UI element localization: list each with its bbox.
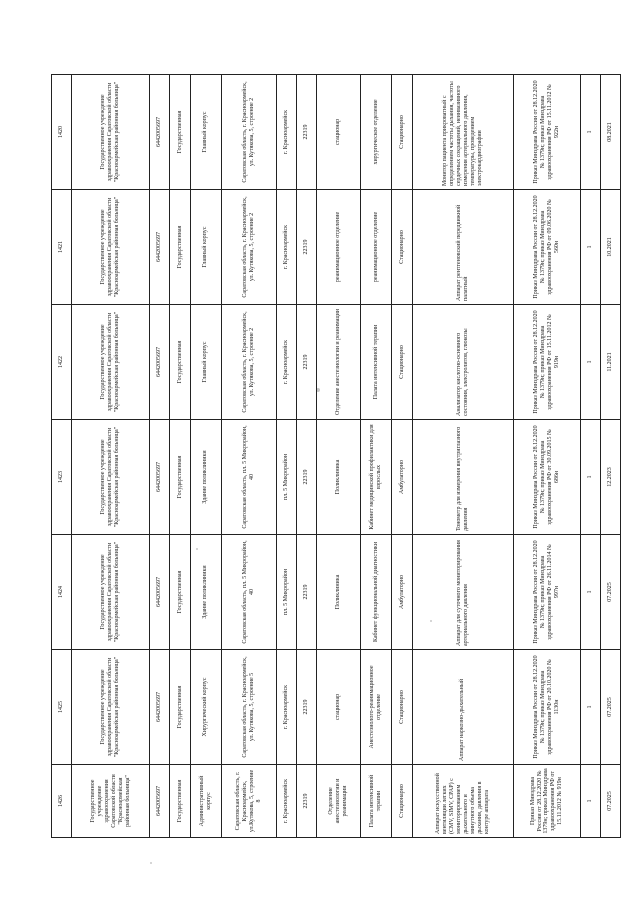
- code-cell: 22319: [297, 650, 317, 765]
- code-cell: 22319: [297, 535, 317, 650]
- order-cell: Приказ Минздрава России от 28.12.2020 № 1379н; приказ Минздрава здравоохранения РФ от 30.09.2015 № 686н: [514, 420, 581, 535]
- room-cell: Палата интенсивной терапии: [360, 305, 392, 420]
- building-cell: Административный корпус: [190, 765, 222, 838]
- quantity-cell: 1: [580, 75, 600, 190]
- building-cell: Главный корпус: [190, 305, 222, 420]
- organization-cell: Государственное учреждение здравоохранения Саратовской области "Красноармейская районная больница": [72, 650, 150, 765]
- address-cell: Саратовская область, пл. 5 Микрорайон, 40: [222, 420, 277, 535]
- locality-cell: пл. 5 Микрорайон: [277, 535, 297, 650]
- care-mode-cell: Стационарно: [392, 75, 412, 190]
- scan-speck: [150, 862, 152, 864]
- organization-cell: Государственное учреждение здравоохранения Саратовской области "Красноармейская районная больница": [72, 420, 150, 535]
- table-row: [392, 75, 412, 838]
- care-mode-cell: Стационарно: [392, 190, 412, 305]
- department-cell: Поликлиника: [317, 420, 360, 535]
- locality-cell: г. Красноармейск: [277, 75, 297, 190]
- rotated-table-page: [51, 74, 621, 838]
- row-number-cell: 1422: [52, 305, 72, 420]
- equipment-cell: Аппарат наркозно-дыхательный: [412, 650, 514, 765]
- equipment-cell: Тонометр для измерения внутриглазного давления: [412, 420, 514, 535]
- order-cell: Приказ Минздрава России от 28.12.2020 № 1379н; приказ Минздрава здравоохранения РФ от 20.10.2020 № 1130н: [514, 650, 581, 765]
- ownership-cell: Государственная: [170, 190, 190, 305]
- address-cell: Саратовская область, г. Красноармейск, ул.Кутякова, 5, строение 8: [222, 765, 277, 838]
- row-number-cell: 1426: [52, 765, 72, 838]
- order-cell: Приказ Минздрава России от 28.12.2020 № 1379н; приказ Минздрава здравоохранения РФ от 15.11.2012 № 919н: [514, 305, 581, 420]
- quantity-cell: 1: [580, 765, 600, 838]
- quantity-cell: 1: [580, 190, 600, 305]
- equipment-table: [51, 74, 621, 838]
- row-number-cell: 1423: [52, 420, 72, 535]
- room-cell: хирургическое отделение: [360, 75, 392, 190]
- building-cell: Главный корпус: [190, 190, 222, 305]
- date-cell: 12.2023: [600, 420, 620, 535]
- equipment-cell: Анализатор кислотно-основного состояния, электролитов, глюкозы: [412, 305, 514, 420]
- order-cell: Приказ Минздрава России от 28.12.2020 № 1379н; приказ Минздрава здравоохранения РФ от 15.11.2012 № 919н: [514, 765, 581, 838]
- room-cell: Палата интенсивной терапии: [360, 765, 392, 838]
- care-mode-cell: Стационарно: [392, 305, 412, 420]
- building-cell: Хирургический корпус: [190, 650, 222, 765]
- order-cell: Приказ Минздрава России от 28.12.2020 № 1379н; приказ Минздрава здравоохранения РФ от 09.06.2020 № 560н: [514, 190, 581, 305]
- department-cell: Отделение анестезиологии и реанимации: [317, 305, 360, 420]
- inn-cell: 6442005697: [150, 75, 170, 190]
- inn-cell: 6442005697: [150, 190, 170, 305]
- table-row: [580, 75, 600, 838]
- quantity-cell: 1: [580, 305, 600, 420]
- building-cell: Здание поликлиники: [190, 420, 222, 535]
- table-row: [277, 75, 297, 838]
- date-cell: 08.2021: [600, 75, 620, 190]
- equipment-cell: Аппарат для суточного мониторирования артериального давления: [412, 535, 514, 650]
- order-cell: Приказ Минздрава России от 28.12.2020 № 1379н; приказ Минздрава здравоохранения РФ от 26.11.2014 № 997н: [514, 535, 581, 650]
- equipment-cell: Аппарат искусственной вентиляции легких (CMV, SIMV, CPAP) с мониторированием дыхательного и минутного объема дыхания, давления в контуре аппарата: [412, 765, 514, 838]
- order-cell: Приказ Минздрава России от 28.12.2020 № 1379н; приказ Минздрава здравоохранения РФ от 15.11.2012 № 922н: [514, 75, 581, 190]
- building-cell: Главный корпус: [190, 75, 222, 190]
- table-row: [600, 75, 620, 838]
- department-cell: стационар: [317, 650, 360, 765]
- room-cell: Кабинет функциональной диагностики: [360, 535, 392, 650]
- equipment-cell: Монитор пациента прикроватный с определением частоты дыхания, частоты сердечных сокращений, неинвазивного измерения артериального давления, температуры, проведением электрокардиографии: [412, 75, 514, 190]
- equipment-cell: Аппарат рентгеновский передвижной палатный: [412, 190, 514, 305]
- department-cell: Отделение анестезиологии и реанимации: [317, 765, 360, 838]
- organization-cell: Государственное учреждение здравоохранения Саратовской области "Красноармейская районная больница": [72, 190, 150, 305]
- locality-cell: пл. 5 Микрорайон: [277, 420, 297, 535]
- table-row: [514, 75, 581, 838]
- inn-cell: 6442005697: [150, 535, 170, 650]
- organization-cell: Государственное учреждение здравоохранения Саратовской области "Красноармейская районная больница": [72, 305, 150, 420]
- row-number-cell: 1420: [52, 75, 72, 190]
- date-cell: 11.2021: [600, 305, 620, 420]
- table-row: [297, 75, 317, 838]
- table-row: [317, 75, 360, 838]
- code-cell: 22319: [297, 75, 317, 190]
- locality-cell: г. Красноармейск: [277, 305, 297, 420]
- organization-cell: Государственное учреждение здравоохранения Саратовской области "Красноармейская районная больница": [72, 535, 150, 650]
- organization-cell: Государственное учреждение здравоохранения Саратовской области "Красноармейская районная больница": [72, 75, 150, 190]
- ownership-cell: Государственная: [170, 75, 190, 190]
- room-cell: реанимационное отделение: [360, 190, 392, 305]
- department-cell: Поликлиника: [317, 535, 360, 650]
- date-cell: 07.2025: [600, 650, 620, 765]
- locality-cell: г. Красноармейск: [277, 650, 297, 765]
- table-row: [412, 75, 514, 838]
- inn-cell: 6442005697: [150, 765, 170, 838]
- row-number-cell: 1421: [52, 190, 72, 305]
- ownership-cell: Государственная: [170, 765, 190, 838]
- table-row: [150, 75, 170, 838]
- care-mode-cell: Амбулаторно: [392, 420, 412, 535]
- quantity-cell: 1: [580, 420, 600, 535]
- code-cell: 22319: [297, 305, 317, 420]
- locality-cell: г. Красноармейск: [277, 765, 297, 838]
- table-row: [360, 75, 392, 838]
- quantity-cell: 1: [580, 650, 600, 765]
- quantity-cell: 1: [580, 535, 600, 650]
- inn-cell: 6442005697: [150, 305, 170, 420]
- care-mode-cell: Стационарно: [392, 650, 412, 765]
- address-cell: Саратовская область, г. Красноармейск, ул. Кутякова, 5, строение 2: [222, 305, 277, 420]
- building-cell: Здание поликлиники: [190, 535, 222, 650]
- date-cell: 07.2025: [600, 765, 620, 838]
- code-cell: 22319: [297, 765, 317, 838]
- code-cell: 22319: [297, 190, 317, 305]
- table-row: [52, 75, 72, 838]
- department-cell: реанимационное отделение: [317, 190, 360, 305]
- locality-cell: г. Красноармейск: [277, 190, 297, 305]
- table-row: [72, 75, 150, 838]
- row-number-cell: 1424: [52, 535, 72, 650]
- inn-cell: 6442005697: [150, 420, 170, 535]
- date-cell: 07.2025: [600, 535, 620, 650]
- address-cell: Саратовская область, пл. 5 Микрорайон, 40: [222, 535, 277, 650]
- inn-cell: 6442005697: [150, 650, 170, 765]
- organization-cell: Государственное учреждение здравоохранения Саратовской области "Красноармейская районная больница": [72, 765, 150, 838]
- ownership-cell: Государственная: [170, 305, 190, 420]
- ownership-cell: Государственная: [170, 420, 190, 535]
- ownership-cell: Государственная: [170, 650, 190, 765]
- date-cell: 10.2021: [600, 190, 620, 305]
- room-cell: Анестезиолого-реанимационное отделение: [360, 650, 392, 765]
- room-cell: Кабинет медицинской профилактики для взрослых: [360, 420, 392, 535]
- table-row: [222, 75, 277, 838]
- address-cell: Саратовская область, г. Красноармейск, ул. Кутякова, 5, строение 2: [222, 75, 277, 190]
- care-mode-cell: Амбулаторно: [392, 535, 412, 650]
- address-cell: Саратовская область, г. Красноармейск, ул. Кутякова, 5, строение 5: [222, 650, 277, 765]
- address-cell: Саратовская область, г. Красноармейск, ул. Кутякова, 5, строение 2: [222, 190, 277, 305]
- ownership-cell: Государственная: [170, 535, 190, 650]
- care-mode-cell: Стационарно: [392, 765, 412, 838]
- department-cell: стационар: [317, 75, 360, 190]
- code-cell: 22319: [297, 420, 317, 535]
- table-row: [190, 75, 222, 838]
- table-row: [170, 75, 190, 838]
- row-number-cell: 1425: [52, 650, 72, 765]
